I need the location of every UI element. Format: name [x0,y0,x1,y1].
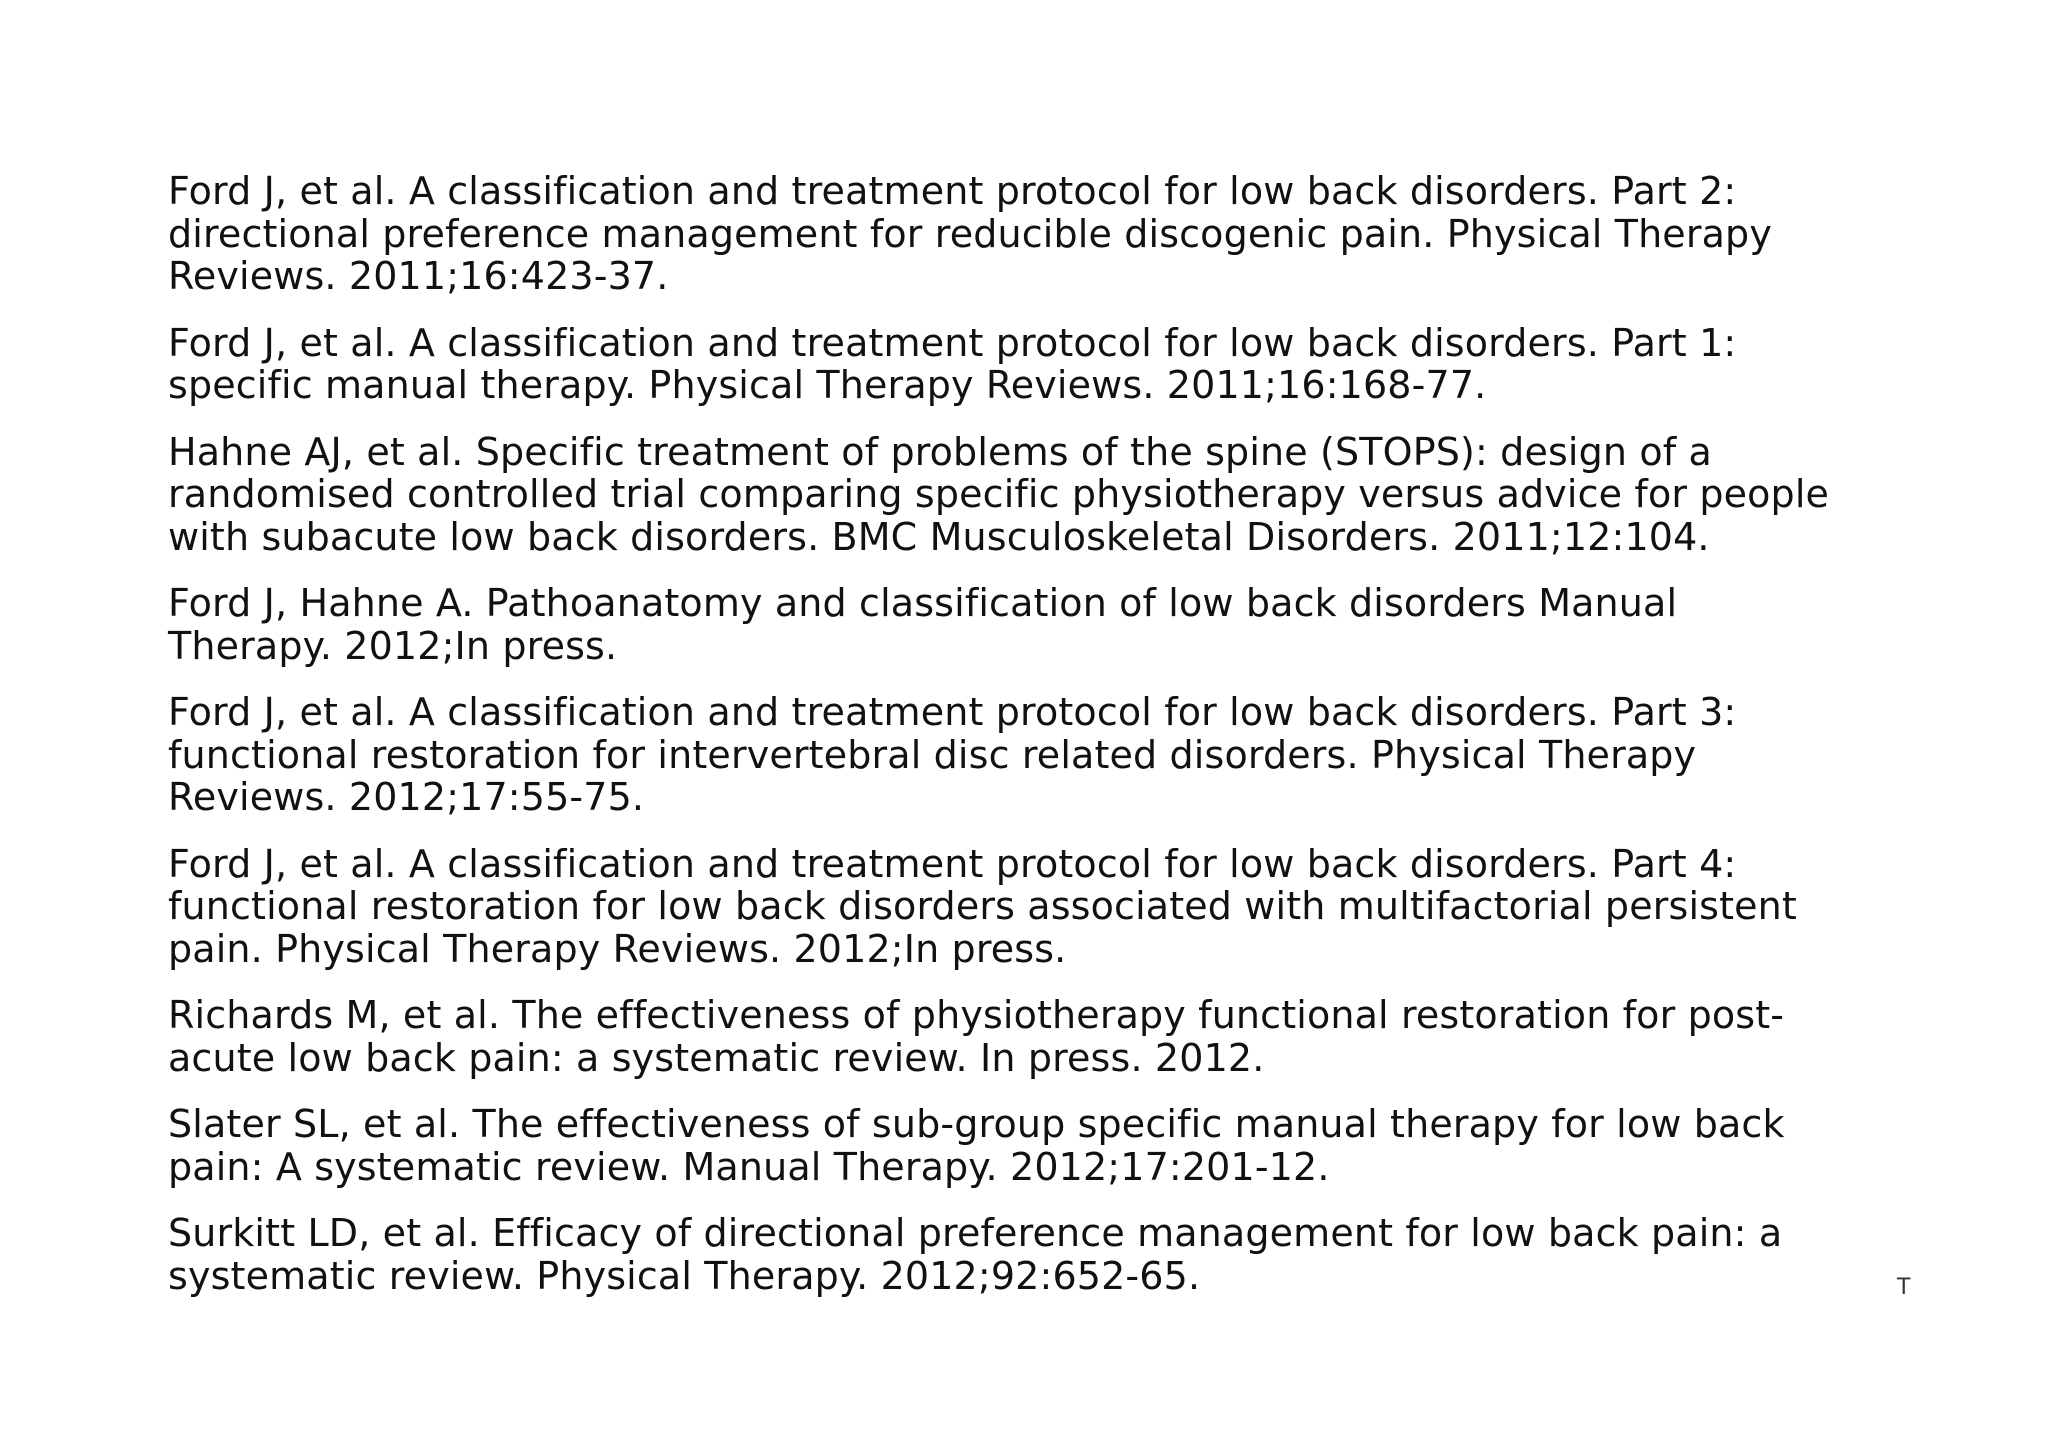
reference-line: Hahne AJ, et al. Specific treatment of problems of the spine (STOPS): design of a [168,429,1712,474]
reference-line: pain: A systematic review. Manual Therapy. 2012;17:201-12. [168,1144,1330,1189]
reference-item [168,1103,1888,1188]
reference-item [168,691,1888,819]
reference-item [168,170,1888,298]
reference-item [168,1212,1888,1297]
reference-line: Surkitt LD, et al. Efficacy of directional preference management for low back pain: a [168,1211,1783,1255]
reference-line: Reviews. 2012;17:55-75. [168,775,645,819]
reference-line: directional preference management for reducible discogenic pain. Physical Therapy [168,211,1772,256]
reference-line: Ford J, et al. A classification and treatment protocol for low back disorders. Part 3: [168,690,1737,734]
reference-line: Richards M, et al. The effectiveness of physiotherapy functional restoration for post- [168,993,1785,1037]
reference-line: randomised controlled trial comparing specific physiotherapy versus advice for people [168,472,1830,516]
reference-line: with subacute low back disorders. BMC Musculoskeletal Disorders. 2011;12:104. [168,514,1710,559]
reference-list [168,170,1888,1321]
reference-line: Therapy. 2012;In press. [168,623,618,668]
reference-line: Slater SL, et al. The effectiveness of sub-group specific manual therapy for low back [168,1102,1785,1146]
reference-line: Reviews. 2011;16:423-37. [168,254,669,298]
reference-line: Ford J, et al. A classification and treatment protocol for low back disorders. Part 2: [168,169,1737,213]
reference-item [168,582,1888,667]
reference-item [168,322,1888,407]
reference-line: functional restoration for intervertebral disc related disorders. Physical Therapy [168,732,1697,777]
reference-line: Ford J, et al. A classification and treatment protocol for low back disorders. Part 1: [168,320,1737,365]
reference-line: specific manual therapy. Physical Therapy Reviews. 2011;16:168-77. [168,363,1487,407]
reference-line: pain. Physical Therapy Reviews. 2012;In press. [168,926,1067,971]
reference-line: systematic review. Physical Therapy. 2012;92:652-65. [168,1253,1201,1298]
reference-item [168,431,1888,559]
reference-item [168,994,1888,1079]
reference-item [168,843,1888,971]
reference-line: Ford J, et al. A classification and treatment protocol for low back disorders. Part 4: [168,841,1737,886]
reference-line: functional restoration for low back disorders associated with multifactorial persistent [168,884,1797,928]
reference-line: acute low back pain: a systematic review. In press. 2012. [168,1035,1265,1080]
reference-line: Ford J, Hahne A. Pathoanatomy and classification of low back disorders Manual [168,581,1678,625]
corner-mark: T [1897,1275,1911,1300]
